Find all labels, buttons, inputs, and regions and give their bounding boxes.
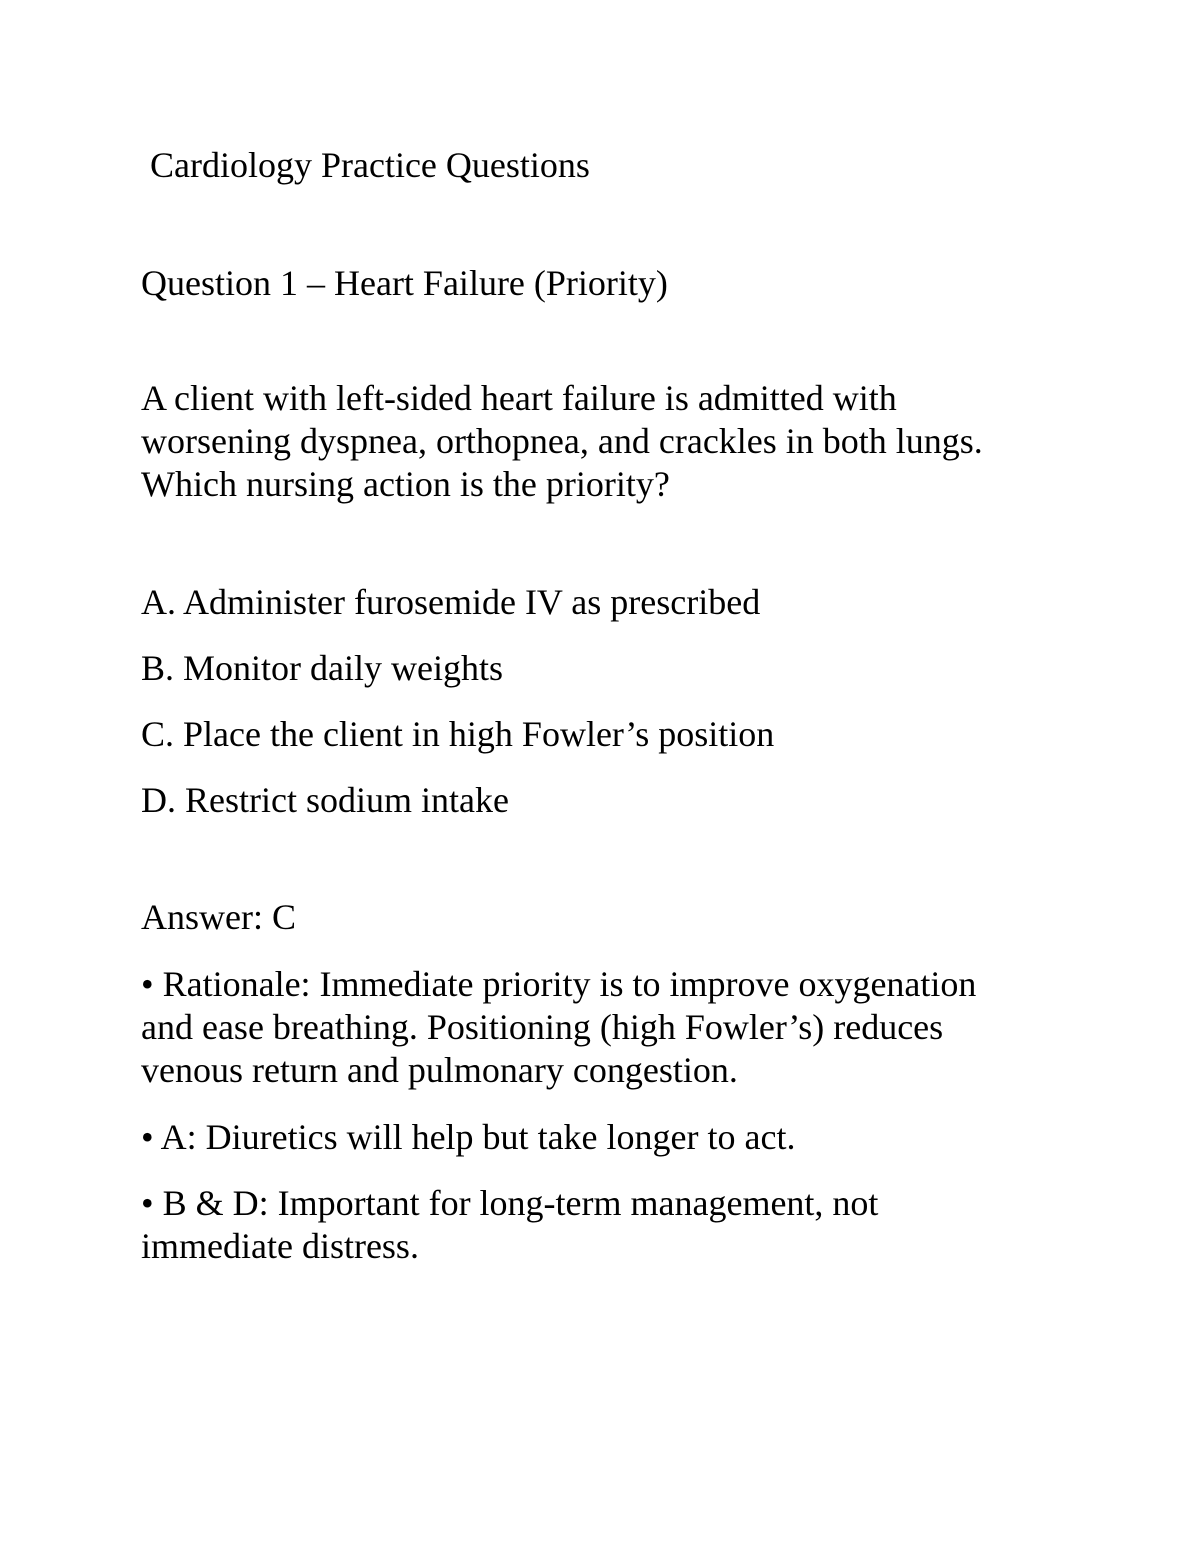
note-a: • A: Diuretics will help but take longer to act.	[141, 1117, 796, 1157]
question-stem	[141, 377, 1041, 506]
rationale	[141, 963, 1041, 1092]
rationale-line: and ease breathing. Positioning (high Fowler’s) reduces	[141, 1007, 944, 1047]
stem-line: A client with left-sided heart failure is admitted with	[141, 378, 897, 418]
stem-line: worsening dyspnea, orthopnea, and crackles in both lungs.	[141, 421, 983, 461]
stem-line: Which nursing action is the priority?	[141, 464, 670, 504]
question-heading: Question 1 – Heart Failure (Priority)	[141, 263, 668, 303]
rationale-line: venous return and pulmonary congestion.	[141, 1050, 738, 1090]
option-c: C. Place the client in high Fowler’s position	[141, 714, 775, 754]
option-b: B. Monitor daily weights	[141, 648, 503, 688]
note-bd-line: • B & D: Important for long-term management, not	[141, 1183, 879, 1223]
rationale-line: • Rationale: Immediate priority is to improve oxygenation	[141, 964, 977, 1004]
note-b-d	[141, 1182, 1041, 1268]
answer-line: Answer: C	[141, 897, 296, 937]
option-d: D. Restrict sodium intake	[141, 780, 509, 820]
page-title: Cardiology Practice Questions	[150, 145, 590, 185]
note-bd-line: immediate distress.	[141, 1226, 419, 1266]
option-a: A. Administer furosemide IV as prescribed	[141, 582, 761, 622]
